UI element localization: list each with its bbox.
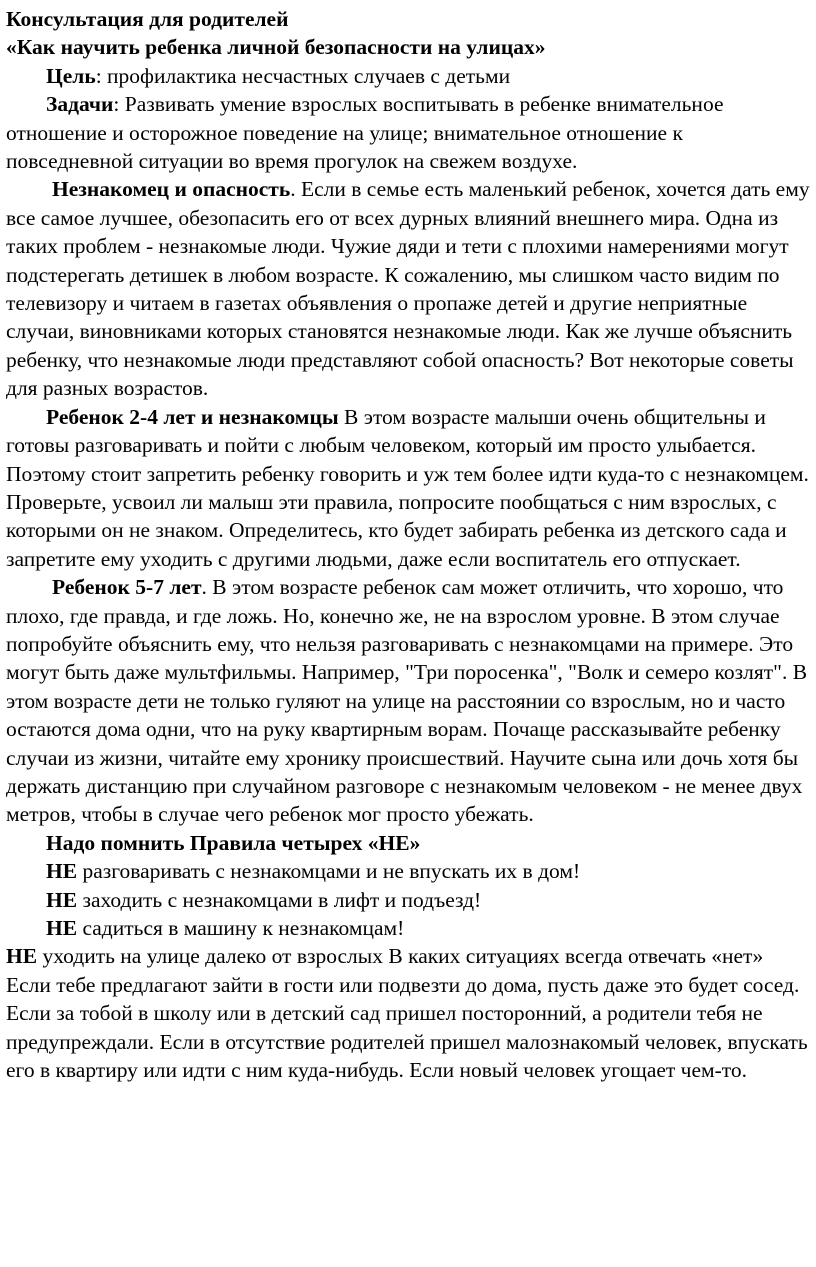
document-subtitle: «Как научить ребенка личной безопасности на улицах» [6, 35, 546, 60]
tasks-text: : Развивать умение взрослых воспитывать в ребенке внимательное отношение и осторожное поведение на улице; внимательное отношение к повседневной ситуации во время прогулок на свежем воздухе. [6, 92, 724, 174]
rule-item [6, 942, 810, 1084]
rule-label: НЕ [6, 944, 38, 969]
document-title: Консультация для родителей [6, 7, 289, 31]
rule-text: садиться в машину к незнакомцам! [77, 916, 405, 940]
rule-item [6, 857, 810, 885]
goal-text: : профилактика несчастных случаев с детьми [95, 63, 511, 88]
rule-item [6, 886, 810, 914]
age-2-4-paragraph [6, 403, 810, 573]
rule-text: уходить на улице далеко от взрослых В каких ситуациях всегда отвечать «нет» Если тебе предлагают зайти в гости или подвезти до дома, пусть даже это будет сосед. Если за тобой в школу или в детский сад пришел посторонний, а родители тебя не предупреждали. Если в отсутствие родителей пришел малознакомый человек, впускать его в квартиру или идти с ним куда-нибудь. Если новый человек угощает чем-то. [6, 944, 808, 1083]
goal-paragraph [6, 62, 810, 90]
age-5-7-label: Ребенок 5-7 лет [52, 575, 202, 600]
rule-text: разговаривать с незнакомцами и не впускать их в дом! [77, 859, 581, 884]
age-5-7-text: . В этом возрасте ребенок сам может отличить, что хорошо, что плохо, где правда, и где ложь. Но, конечно же, не на взрослом уровне. В этом случае попробуйте объяснить ему, что нельзя разговаривать с незнакомцами на примере. Это могут быть даже мультфильмы. Например, "Три поросенка", "Волк и семеро козлят". В этом возрасте дети не только гуляют на улице на расстоянии со взрослым, но и часто остаются дома одни, что на руку квартирным ворам. Почаще рассказывайте ребенку случаи из жизни, читайте ему хронику происшествий. Научите сына или дочь хотя бы держать дистанцию при случайном разговоре с незнакомым человеком - не менее двух метров, чтобы в случае чего ребенок мог просто убежать. [6, 575, 808, 827]
rule-label: НЕ [46, 859, 78, 884]
rule-text: заходить с незнакомцами в лифт и подъезд! [77, 887, 482, 912]
stranger-text: . Если в семье есть маленький ребенок, хочется дать ему все самое лучшее, обезопасить его от всех дурных влияний внешнего мира. Одна из таких проблем - незнакомые люди. Чужие дяди и тети с плохими намерениями могут подстерегать детишек в любом возрасте. К сожалению, мы слишком часто видим по телевизору и читаем в газетах объявления о пропаже детей и другие неприятные случаи, виновниками которых становятся незнакомые люди. Как же лучше объяснить ребенку, что незнакомые люди представляют собой опасность? Вот некоторые советы для разных возрастов. [6, 177, 810, 401]
tasks-label: Задачи [46, 92, 114, 117]
rule-item [6, 914, 810, 942]
stranger-paragraph [6, 175, 810, 402]
stranger-label: Незнакомец и опасность [52, 177, 291, 202]
rules-heading: Надо помнить Правила четырех «НЕ» [46, 830, 421, 855]
tasks-paragraph [6, 90, 810, 175]
age-2-4-label: Ребенок 2-4 лет и незнакомцы [46, 404, 339, 429]
age-2-4-text: В этом возрасте малыши очень общительны и готовы разговаривать и пойти с любым человеком, который им просто улыбается. Поэтому стоит запретить ребенку говорить и уж тем более идти куда-то с незнакомцем. Проверьте, усвоил ли малыш эти правила, попросите пообщаться с ним взрослых, с которыми он не знаком. Определитесь, кто будет забирать ребенка из детского сада и запретите ему уходить с другими людьми, даже если воспитатель его отпускает. [6, 404, 809, 571]
rule-label: НЕ [46, 916, 78, 940]
rule-label: НЕ [46, 887, 78, 912]
goal-label: Цель [46, 63, 96, 88]
age-5-7-paragraph [6, 573, 810, 829]
